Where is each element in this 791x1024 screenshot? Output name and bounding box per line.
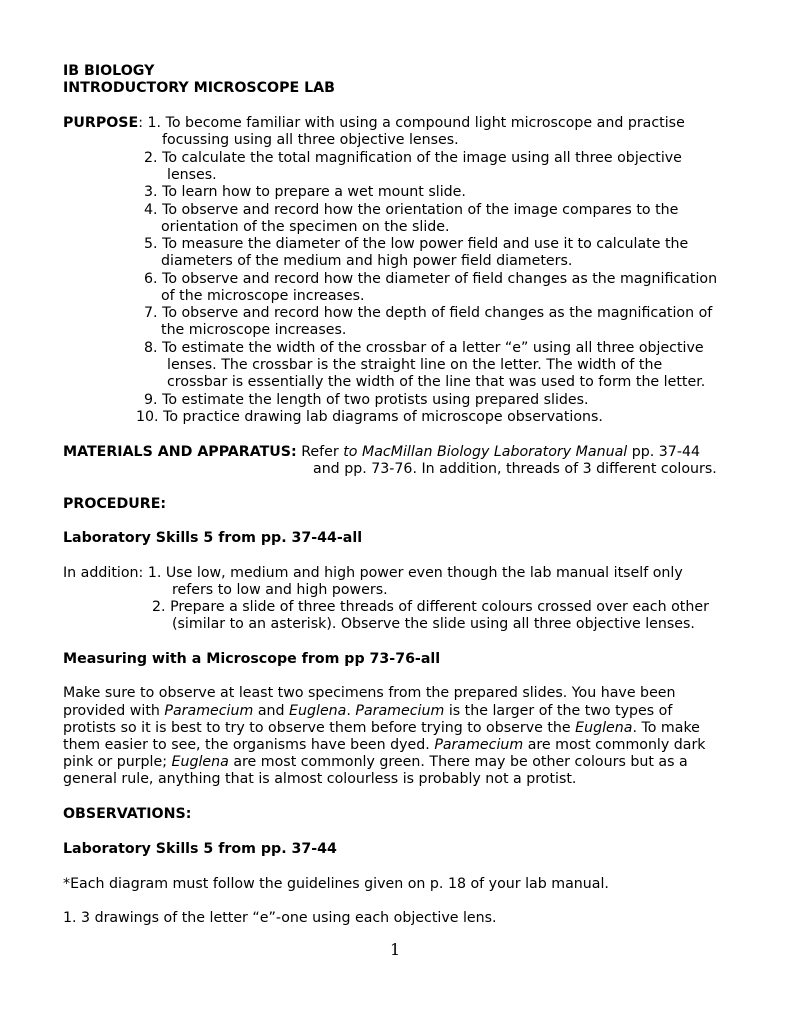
- materials-line: MATERIALS AND APPARATUS: Refer to MacMillan Biology Laboratory Manual pp. 37-44: [63, 444, 700, 460]
- procedure-item-1: In addition: 1. Use low, medium and high power even though the lab manual itself only: [63, 565, 683, 581]
- materials-heading: MATERIALS AND APPARATUS:: [63, 444, 297, 460]
- materials-line-cont: and pp. 73-76. In addition, threads of 3 different colours.: [313, 461, 717, 477]
- purpose-item-8-cont2: crossbar is essentially the width of the line that was used to form the letter.: [167, 374, 706, 390]
- procedure-item-2: 2. Prepare a slide of three threads of different colours crossed over each other: [152, 599, 709, 615]
- purpose-item-5-cont: diameters of the medium and high power field diameters.: [161, 253, 573, 269]
- purpose-item-1: PURPOSE: 1. To become familiar with using a compound light microscope and practise: [63, 115, 685, 131]
- purpose-heading: PURPOSE: [63, 115, 139, 131]
- lab-manual-title: to MacMillan Biology Laboratory Manual: [343, 444, 628, 460]
- measuring-paragraph-line-2: provided with Paramecium and Euglena. Paramecium is the larger of the two types of: [63, 703, 673, 719]
- observations-subheading: Laboratory Skills 5 from pp. 37-44: [63, 841, 337, 857]
- measuring-paragraph-line-4: them easier to see, the organisms have been dyed. Paramecium are most commonly dark: [63, 737, 706, 753]
- lab-title: INTRODUCTORY MICROSCOPE LAB: [63, 80, 335, 96]
- measuring-heading: Measuring with a Microscope from pp 73-76-all: [63, 651, 441, 667]
- measuring-paragraph-line-3: protists so it is best to try to observe them before trying to observe the Euglena. To make: [63, 720, 700, 736]
- purpose-item-5: 5. To measure the diameter of the low power field and use it to calculate the: [144, 236, 689, 252]
- purpose-item-10: 10. To practice drawing lab diagrams of microscope observations.: [136, 409, 603, 425]
- measuring-paragraph-line-6: general rule, anything that is almost colourless is probably not a protist.: [63, 771, 577, 787]
- course-title: IB BIOLOGY: [63, 63, 155, 79]
- procedure-item-2-cont: (similar to an asterisk). Observe the slide using all three objective lenses.: [172, 616, 695, 632]
- diagram-guideline-note: *Each diagram must follow the guidelines given on p. 18 of your lab manual.: [63, 876, 609, 892]
- page-number: 1: [390, 940, 401, 959]
- purpose-item-9: 9. To estimate the length of two protists using prepared slides.: [144, 392, 589, 408]
- purpose-item-7: 7. To observe and record how the depth of field changes as the magnification of: [144, 305, 713, 321]
- measuring-paragraph-line-1: Make sure to observe at least two specimens from the prepared slides. You have been: [63, 685, 676, 701]
- purpose-item-8-cont: lenses. The crossbar is the straight line on the letter. The width of the: [167, 357, 663, 373]
- purpose-item-3: 3. To learn how to prepare a wet mount slide.: [144, 184, 466, 200]
- purpose-item-6-cont: of the microscope increases.: [161, 288, 365, 304]
- procedure-subheading: Laboratory Skills 5 from pp. 37-44-all: [63, 530, 363, 546]
- purpose-item-1-cont: focussing using all three objective lenses.: [162, 132, 459, 148]
- purpose-item-4-cont: orientation of the specimen on the slide.: [161, 219, 450, 235]
- purpose-item-7-cont: the microscope increases.: [161, 322, 347, 338]
- observation-item-1: 1. 3 drawings of the letter “e”-one using each objective lens.: [63, 910, 497, 926]
- procedure-item-1-cont: refers to low and high powers.: [172, 582, 388, 598]
- observations-heading: OBSERVATIONS:: [63, 806, 192, 822]
- purpose-item-2-cont: lenses.: [167, 167, 217, 183]
- measuring-paragraph-line-5: pink or purple; Euglena are most commonly green. There may be other colours but as a: [63, 754, 688, 770]
- procedure-heading: PROCEDURE:: [63, 496, 167, 512]
- purpose-item-4: 4. To observe and record how the orientation of the image compares to the: [144, 202, 679, 218]
- purpose-item-2: 2. To calculate the total magnification of the image using all three objective: [144, 150, 682, 166]
- purpose-item-6: 6. To observe and record how the diameter of field changes as the magnification: [144, 271, 718, 287]
- purpose-item-8: 8. To estimate the width of the crossbar of a letter “e” using all three objective: [144, 340, 704, 356]
